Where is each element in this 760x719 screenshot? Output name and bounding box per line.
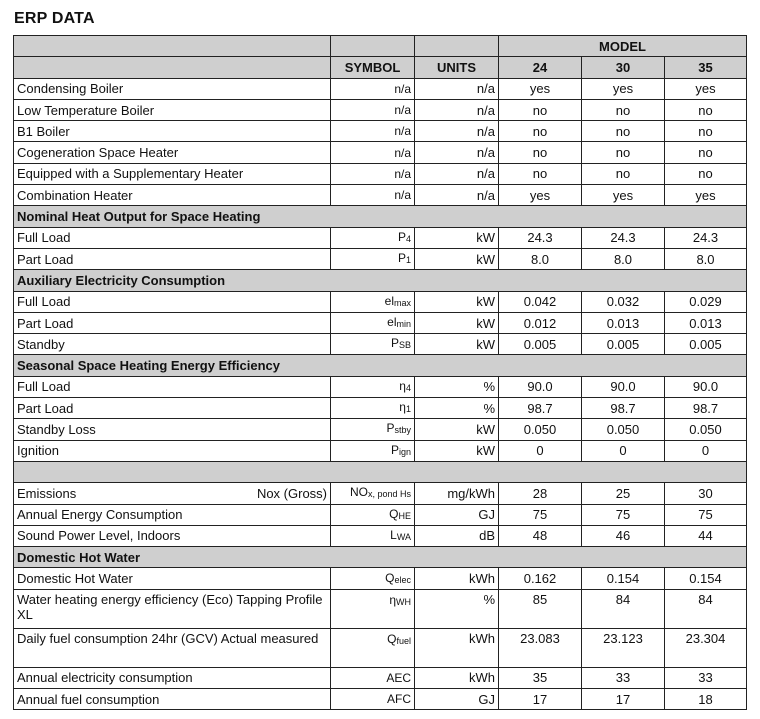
symbol-subscript: ign xyxy=(398,446,411,457)
row-label: Ignition xyxy=(14,440,331,461)
symbol-text: n/a xyxy=(394,124,411,139)
symbol-cell xyxy=(331,334,415,355)
model-24-header: 24 xyxy=(499,57,582,78)
section-title: Nominal Heat Output for Space Heating xyxy=(14,206,747,227)
value-cell-model-24: 0 xyxy=(499,440,582,461)
symbol-subscript: SB xyxy=(398,340,411,351)
unit-cell: n/a xyxy=(415,78,499,99)
row-label: Part Load xyxy=(14,312,331,333)
value-cell-model-30: 0.032 xyxy=(582,291,665,312)
value-cell-model-35: no xyxy=(665,163,747,184)
unit-cell: kW xyxy=(415,248,499,269)
unit-cell: GJ xyxy=(415,504,499,525)
symbol-cell xyxy=(331,78,415,99)
header-blank-cell xyxy=(415,36,499,57)
value-cell-model-24: 75 xyxy=(499,504,582,525)
value-cell-model-24: no xyxy=(499,121,582,142)
symbol-cell xyxy=(331,99,415,120)
symbol-text: AFC xyxy=(387,692,411,707)
value-cell-model-30: 0.005 xyxy=(582,334,665,355)
row-label-text: Emissions xyxy=(17,485,77,501)
symbol-text: n/a xyxy=(394,103,411,118)
symbol-subscript: WH xyxy=(396,596,411,607)
unit-cell: kWh xyxy=(415,568,499,589)
symbol-cell xyxy=(331,398,415,419)
table-row xyxy=(14,99,747,120)
value-cell-model-35: no xyxy=(665,99,747,120)
value-cell-model-35: yes xyxy=(665,185,747,206)
value-cell-model-30: 90.0 xyxy=(582,376,665,397)
value-cell-model-35: 0.013 xyxy=(665,312,747,333)
section-header-row xyxy=(14,270,747,291)
row-label: Standby Loss xyxy=(14,419,331,440)
unit-cell: GJ xyxy=(415,689,499,710)
value-cell-model-24: 0.005 xyxy=(499,334,582,355)
value-cell-model-30: no xyxy=(582,121,665,142)
unit-cell: kW xyxy=(415,419,499,440)
value-cell-model-30: 17 xyxy=(582,689,665,710)
unit-cell: n/a xyxy=(415,121,499,142)
table-row xyxy=(14,568,747,589)
symbol-cell xyxy=(331,291,415,312)
symbol-cell xyxy=(331,163,415,184)
symbol-text: n/a xyxy=(394,145,411,160)
unit-cell: n/a xyxy=(415,142,499,163)
symbol-text: el xyxy=(384,293,394,308)
unit-cell: kW xyxy=(415,312,499,333)
symbol-cell xyxy=(331,689,415,710)
row-label: Annual Energy Consumption xyxy=(14,504,331,525)
row-label: Full Load xyxy=(14,376,331,397)
value-cell-model-24: 0.042 xyxy=(499,291,582,312)
symbol-subscript: x, pond Hs xyxy=(367,489,411,500)
row-label: Condensing Boiler xyxy=(14,78,331,99)
value-cell-model-24: 35 xyxy=(499,667,582,688)
value-cell-model-35: yes xyxy=(665,78,747,99)
row-label: Part Load xyxy=(14,398,331,419)
unit-cell: kW xyxy=(415,291,499,312)
value-cell-model-24: 0.012 xyxy=(499,312,582,333)
value-cell-model-35: 0.050 xyxy=(665,419,747,440)
symbol-cell xyxy=(331,504,415,525)
table-row xyxy=(14,398,747,419)
symbol-text: n/a xyxy=(394,166,411,181)
row-label: Part Load xyxy=(14,248,331,269)
symbol-cell xyxy=(331,248,415,269)
symbol-cell xyxy=(331,227,415,248)
value-cell-model-30: 0.013 xyxy=(582,312,665,333)
value-cell-model-30: yes xyxy=(582,78,665,99)
value-cell-model-35: 0.005 xyxy=(665,334,747,355)
symbol-subscript: stby xyxy=(394,425,411,436)
unit-cell: % xyxy=(415,398,499,419)
symbol-text: n/a xyxy=(394,81,411,96)
header-blank-cell xyxy=(331,36,415,57)
table-row xyxy=(14,689,747,710)
symbol-text: P xyxy=(390,336,399,351)
value-cell-model-30: 23.123 xyxy=(582,628,665,667)
value-cell-model-24: 23.083 xyxy=(499,628,582,667)
row-label: Low Temperature Boiler xyxy=(14,99,331,120)
symbol-cell xyxy=(331,185,415,206)
symbol-text: η xyxy=(389,592,396,607)
symbol-text: el xyxy=(387,315,397,329)
value-cell-model-30: 46 xyxy=(582,525,665,546)
unit-cell: % xyxy=(415,376,499,397)
symbol-subscript: elec xyxy=(394,574,411,585)
unit-cell: kW xyxy=(415,227,499,248)
value-cell-model-24: 0.162 xyxy=(499,568,582,589)
row-label xyxy=(14,483,331,504)
section-header-row xyxy=(14,547,747,568)
blank-separator-cell xyxy=(14,461,747,482)
table-row xyxy=(14,419,747,440)
header-blank-cell xyxy=(14,57,331,78)
unit-cell: % xyxy=(415,589,499,628)
value-cell-model-35: 8.0 xyxy=(665,248,747,269)
row-label: Cogeneration Space Heater xyxy=(14,142,331,163)
symbol-text: P xyxy=(397,251,406,266)
value-cell-model-24: yes xyxy=(499,185,582,206)
symbol-cell xyxy=(331,628,415,667)
value-cell-model-24: 28 xyxy=(499,483,582,504)
section-title: Seasonal Space Heating Energy Efficiency xyxy=(14,355,747,376)
model-header: MODEL xyxy=(499,36,747,57)
table-row xyxy=(14,628,747,667)
section-header-row xyxy=(14,355,747,376)
value-cell-model-35: 0.029 xyxy=(665,291,747,312)
row-label: Combination Heater xyxy=(14,185,331,206)
symbol-cell xyxy=(331,142,415,163)
value-cell-model-30: 98.7 xyxy=(582,398,665,419)
value-cell-model-24: 85 xyxy=(499,589,582,628)
row-label: Annual fuel consumption xyxy=(14,689,331,710)
symbol-cell xyxy=(331,525,415,546)
symbol-text: P xyxy=(397,229,406,244)
value-cell-model-35: 90.0 xyxy=(665,376,747,397)
value-cell-model-30: 0.050 xyxy=(582,419,665,440)
table-row xyxy=(14,121,747,142)
unit-cell: kW xyxy=(415,440,499,461)
row-label: Water heating energy efficiency (Eco) Tapping Profile XL xyxy=(14,589,331,628)
symbol-text: η xyxy=(399,378,406,393)
value-cell-model-35: no xyxy=(665,142,747,163)
value-cell-model-35: 24.3 xyxy=(665,227,747,248)
table-row xyxy=(14,440,747,461)
table-row xyxy=(14,185,747,206)
value-cell-model-30: 75 xyxy=(582,504,665,525)
value-cell-model-24: 98.7 xyxy=(499,398,582,419)
value-cell-model-24: 17 xyxy=(499,689,582,710)
symbol-cell xyxy=(331,440,415,461)
header-row-columns xyxy=(14,57,747,78)
blank-separator-row xyxy=(14,461,747,482)
section-header-row xyxy=(14,206,747,227)
value-cell-model-24: no xyxy=(499,99,582,120)
value-cell-model-24: 90.0 xyxy=(499,376,582,397)
model-35-header: 35 xyxy=(665,57,747,78)
value-cell-model-24: 24.3 xyxy=(499,227,582,248)
value-cell-model-30: no xyxy=(582,142,665,163)
table-row xyxy=(14,291,747,312)
symbol-cell xyxy=(331,376,415,397)
table-row xyxy=(14,483,747,504)
row-label: Domestic Hot Water xyxy=(14,568,331,589)
value-cell-model-35: 0 xyxy=(665,440,747,461)
symbol-cell xyxy=(331,589,415,628)
value-cell-model-30: 84 xyxy=(582,589,665,628)
header-blank-cell xyxy=(14,36,331,57)
table-row xyxy=(14,248,747,269)
row-label: Full Load xyxy=(14,291,331,312)
symbol-text: AEC xyxy=(386,670,411,685)
symbol-text: P xyxy=(390,442,399,457)
unit-cell: n/a xyxy=(415,99,499,120)
value-cell-model-35: no xyxy=(665,121,747,142)
symbol-subscript: max xyxy=(393,297,411,308)
unit-cell: kWh xyxy=(415,628,499,667)
value-cell-model-30: 0.154 xyxy=(582,568,665,589)
section-title: Domestic Hot Water xyxy=(14,547,747,568)
symbol-cell xyxy=(331,483,415,504)
table-row xyxy=(14,667,747,688)
value-cell-model-30: yes xyxy=(582,185,665,206)
symbol-subscript: min xyxy=(396,319,411,329)
value-cell-model-35: 98.7 xyxy=(665,398,747,419)
symbol-subscript: 4 xyxy=(405,382,411,393)
value-cell-model-35: 23.304 xyxy=(665,628,747,667)
row-label: Daily fuel consumption 24hr (GCV) Actual measured xyxy=(14,628,331,667)
row-label: Standby xyxy=(14,334,331,355)
symbol-subscript: fuel xyxy=(396,635,411,646)
value-cell-model-35: 30 xyxy=(665,483,747,504)
symbol-header: SYMBOL xyxy=(331,57,415,78)
table-row xyxy=(14,525,747,546)
value-cell-model-24: 8.0 xyxy=(499,248,582,269)
row-label: Sound Power Level, Indoors xyxy=(14,525,331,546)
symbol-cell xyxy=(331,667,415,688)
row-label: Full Load xyxy=(14,227,331,248)
value-cell-model-30: no xyxy=(582,99,665,120)
symbol-subscript: 1 xyxy=(405,255,411,266)
value-cell-model-30: 0 xyxy=(582,440,665,461)
value-cell-model-24: no xyxy=(499,163,582,184)
unit-cell: n/a xyxy=(415,163,499,184)
table-row xyxy=(14,504,747,525)
symbol-text: Q xyxy=(387,631,397,646)
symbol-subscript: HE xyxy=(398,510,411,521)
table-row xyxy=(14,589,747,628)
header-row-model xyxy=(14,36,747,57)
symbol-text: P xyxy=(386,421,395,436)
row-label: B1 Boiler xyxy=(14,121,331,142)
symbol-text: Q xyxy=(385,570,395,585)
erp-data-table xyxy=(13,35,747,710)
value-cell-model-24: no xyxy=(499,142,582,163)
symbol-cell xyxy=(331,312,415,333)
row-label: Equipped with a Supplementary Heater xyxy=(14,163,331,184)
table-row xyxy=(14,142,747,163)
unit-cell: kWh xyxy=(415,667,499,688)
symbol-subscript: 4 xyxy=(405,233,411,244)
table-row xyxy=(14,376,747,397)
value-cell-model-30: no xyxy=(582,163,665,184)
value-cell-model-30: 33 xyxy=(582,667,665,688)
row-label-qualifier: Nox (Gross) xyxy=(256,485,327,501)
table-row xyxy=(14,312,747,333)
table-row xyxy=(14,163,747,184)
value-cell-model-30: 25 xyxy=(582,483,665,504)
symbol-text: η xyxy=(399,400,406,415)
model-30-header: 30 xyxy=(582,57,665,78)
symbol-text: n/a xyxy=(394,188,411,203)
unit-cell: n/a xyxy=(415,185,499,206)
value-cell-model-35: 33 xyxy=(665,667,747,688)
value-cell-model-35: 18 xyxy=(665,689,747,710)
value-cell-model-24: 48 xyxy=(499,525,582,546)
value-cell-model-35: 84 xyxy=(665,589,747,628)
unit-cell: kW xyxy=(415,334,499,355)
symbol-text: L xyxy=(390,527,397,542)
row-label: Annual electricity consumption xyxy=(14,667,331,688)
symbol-cell xyxy=(331,419,415,440)
symbol-subscript: WA xyxy=(396,531,411,542)
value-cell-model-30: 8.0 xyxy=(582,248,665,269)
symbol-text: Q xyxy=(389,506,399,521)
table-row xyxy=(14,227,747,248)
value-cell-model-35: 75 xyxy=(665,504,747,525)
value-cell-model-35: 44 xyxy=(665,525,747,546)
symbol-cell xyxy=(331,568,415,589)
units-header: UNITS xyxy=(415,57,499,78)
value-cell-model-35: 0.154 xyxy=(665,568,747,589)
value-cell-model-24: yes xyxy=(499,78,582,99)
table-row xyxy=(14,334,747,355)
symbol-subscript: 1 xyxy=(405,404,411,415)
unit-cell: dB xyxy=(415,525,499,546)
unit-cell: mg/kWh xyxy=(415,483,499,504)
table-row xyxy=(14,78,747,99)
value-cell-model-24: 0.050 xyxy=(499,419,582,440)
symbol-cell xyxy=(331,121,415,142)
page-title: ERP DATA xyxy=(14,10,95,27)
symbol-text: NO xyxy=(349,485,368,500)
value-cell-model-30: 24.3 xyxy=(582,227,665,248)
section-title: Auxiliary Electricity Consumption xyxy=(14,270,747,291)
